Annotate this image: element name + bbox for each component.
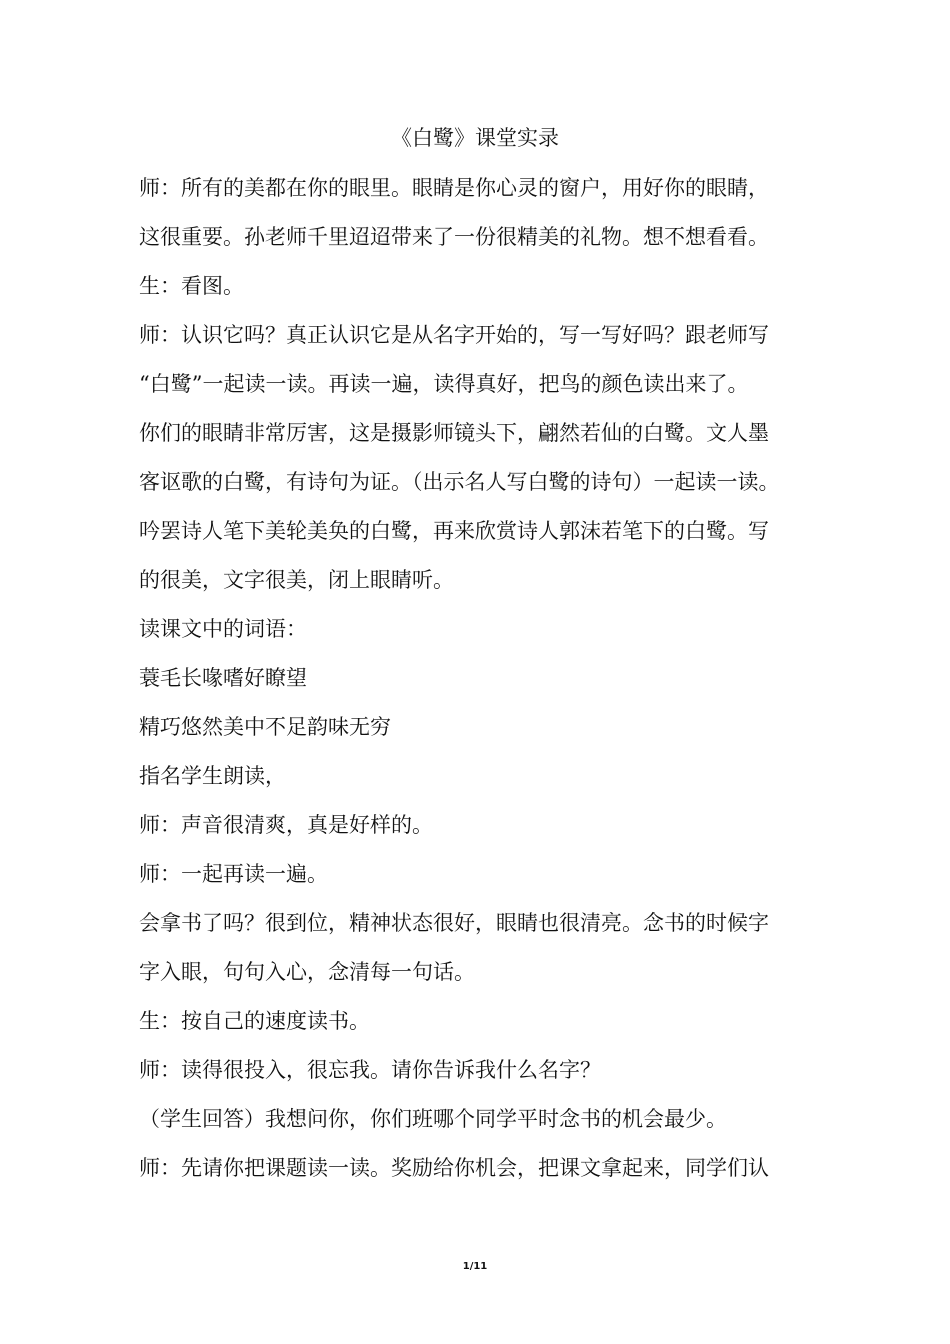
text-line: 师：先请你把课题读一读。奖励给你机会，把课文拿起来，同学们认 bbox=[139, 1156, 769, 1180]
text-line: 你们的眼睛非常厉害，这是摄影师镜头下，翩然若仙的白鹭。文人墨 bbox=[139, 421, 769, 445]
text-line: “白鹭”一起读一读。再读一遍，读得真好，把鸟的颜色读出来了。 bbox=[139, 372, 749, 396]
text-line: 指名学生朗读， bbox=[139, 764, 286, 788]
text-line: 精巧悠然美中不足韵味无穷 bbox=[139, 715, 391, 739]
document-body bbox=[139, 172, 829, 1201]
text-line: 吟罢诗人笔下美轮美奂的白鹭，再来欣赏诗人郭沫若笔下的白鹭。写 bbox=[139, 519, 769, 543]
text-line: 读课文中的词语： bbox=[139, 617, 307, 641]
text-line: 的很美，文字很美，闭上眼睛听。 bbox=[139, 568, 454, 592]
text-line: 字入眼，句句入心，念清每一句话。 bbox=[139, 960, 475, 984]
text-line: 生：按自己的速度读书。 bbox=[139, 1009, 370, 1033]
text-line: 师：认识它吗？真正认识它是从名字开始的，写一写好吗？跟老师写 bbox=[139, 323, 769, 347]
text-line: 这很重要。孙老师千里迢迢带来了一份很精美的礼物。想不想看看。 bbox=[139, 225, 769, 249]
text-line: 客讴歌的白鹭，有诗句为证。（出示名人写白鹭的诗句）一起读一读。 bbox=[139, 470, 780, 494]
text-line: 蓑毛长喙嗜好瞭望 bbox=[139, 666, 307, 690]
text-line: 师：声音很清爽，真是好样的。 bbox=[139, 813, 433, 837]
text-line: （学生回答）我想问你，你们班哪个同学平时念书的机会最少。 bbox=[139, 1107, 727, 1131]
text-line: 师：所有的美都在你的眼里。眼睛是你心灵的窗户，用好你的眼睛， bbox=[139, 176, 769, 200]
document-title: 《白鹭》课堂实录 bbox=[391, 126, 559, 150]
page-number: 1/11 bbox=[462, 1261, 488, 1272]
text-line: 会拿书了吗？很到位，精神状态很好，眼睛也很清亮。念书的时候字 bbox=[139, 911, 769, 935]
text-line: 生：看图。 bbox=[139, 274, 244, 298]
text-line: 师：一起再读一遍。 bbox=[139, 862, 328, 886]
text-line: 师：读得很投入，很忘我。请你告诉我什么名字？ bbox=[139, 1058, 601, 1082]
